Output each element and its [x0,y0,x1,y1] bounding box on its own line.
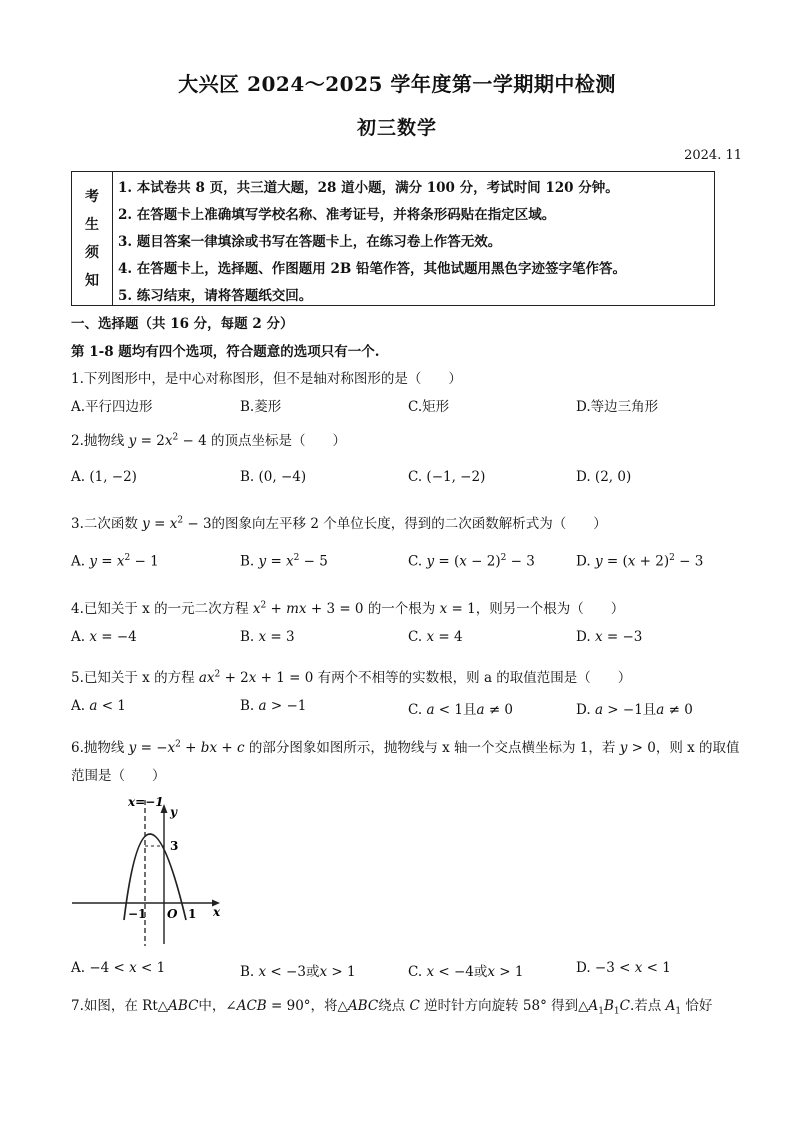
q5-text-post: 有两个不相等的实数根，则 a 的取值范围是（ ） [317,670,632,686]
q7-angle: ∠ACB = 90° [225,998,311,1014]
q3-option-a: A. $y = x^2 - 1$ [71,553,159,570]
q6-option-a: A. −4 < x < 1 [71,960,166,976]
question-4-stem [71,597,624,617]
q2-text-post: 的顶点坐标是（ ） [210,433,346,449]
q2-text-pre: 2.抛物线 [71,433,125,449]
notice-item: 2. 在答题卡上准确填写学校名称、准考证号，并将条形码贴在指定区域。 [118,207,556,223]
q4-option-a: A. x = −4 [71,629,137,645]
q5-text-pre: 5.已知关于 x 的方程 [71,670,195,686]
question-6-stem-line2: 范围是（ ） [71,768,166,784]
q7-text-post: .若点 [630,998,662,1014]
q7-text-mid2: ，将△ [310,998,348,1014]
question-6-stem [71,736,740,756]
label-neg1: −1 [128,907,147,921]
notice-label-char: 生 [85,217,99,233]
question-3-stem [71,512,607,532]
q5-option-d: D. a > −1且a ≠ 0 [576,702,693,718]
q2-option-d: D. (2, 0) [576,469,632,485]
question-7-stem [71,994,712,1017]
q2-option-c: C. (−1, −2) [408,469,486,485]
q7-c: C [405,998,425,1014]
q4-text-mid: 的一个根为 [367,601,436,617]
q1-option-a: A.平行四边形 [71,399,153,415]
label-3: 3 [170,839,179,853]
notice-label-char: 须 [85,245,99,261]
q4-root: x = 1 [435,601,476,617]
q6-text-mid: 的部分图象如图所示，抛物线与 x 轴一个交点横坐标为 1，若 [248,740,616,756]
notice-item: 3. 题目答案一律填涂或书写在答题卡上，在练习卷上作答无效。 [118,234,502,250]
q3-option-b: B. $y = x^2 - 5$ [240,553,328,570]
q7-text-end: 恰好 [685,998,713,1014]
q3-option-c: C. $y = (x - 2)^2 - 3$ [408,553,535,570]
q2-formula: $y = 2x^2 - 4$ [124,432,211,449]
q7-a1: $A_1$ [661,998,682,1017]
q7-text-mid3: 绕点 [378,998,406,1014]
notice-list [118,175,626,310]
q6-or: 或 [305,964,320,980]
q6-text-post: ，则 x 的取值 [655,740,740,756]
q7-text-pre: 7.如图，在 Rt△ [71,998,169,1014]
q3-option-d: D. $y = (x + 2)^2 - 3$ [576,553,704,570]
notice-label-char: 考 [85,189,99,205]
q5-and: 且 [462,702,477,718]
notice-box [71,171,715,306]
q6-option-d: D. −3 < x < 1 [576,960,671,976]
notice-item: 1. 本试卷共 8 页，共三道大题，28 道小题，满分 100 分，考试时间 120 分钟。 [118,180,619,196]
q7-a1b1c: $\triangle A_1B_1C$ [578,998,630,1017]
q5-option-b: B. a > −1 [240,698,307,714]
q2-option-a: A. (1, −2) [71,469,137,485]
page-subtitle: 初三数学 [356,117,437,139]
q5-formula: $ax^2 + 2x + 1 = 0$ [194,669,318,686]
q6-option-b: B. x < −3或x > 1 [240,964,356,980]
q7-text-mid4: 逆时针方向旋转 58° 得到 [424,998,579,1014]
q6-text-pre: 6.抛物线 [71,740,125,756]
q4-text-pre: 4.已知关于 x 的一元二次方程 [71,601,249,617]
q7-text-mid1: 中， [198,998,226,1014]
parabola-graph [66,788,236,950]
question-5-stem [71,666,631,686]
q6-or: 或 [473,964,488,980]
q3-text-post: 的图象向左平移 2 个单位长度，得到的二次函数解析式为（ ） [211,516,607,532]
q4-text-post: ，则另一个根为（ ） [475,601,625,617]
notice-item: 5. 练习结束，请将答题纸交回。 [118,288,313,304]
q6-formula: $y = -x^2$ + bx + c [124,739,249,756]
label-1: 1 [188,907,197,921]
q3-text-pre: 3.二次函数 [71,516,138,532]
q7-abc2: ABC [347,998,379,1014]
notice-label [72,172,113,305]
q6-condition: y > 0 [615,740,656,756]
q4-option-b: B. x = 3 [240,629,295,645]
section-instruction: 第 1-8 题均有四个选项，符合题意的选项只有一个. [71,344,380,360]
q1-option-b: B.菱形 [240,399,282,415]
question-2-stem [71,429,346,449]
q4-option-d: D. x = −3 [576,629,643,645]
q2-option-b: B. (0, −4) [240,469,307,485]
q5-and: 且 [642,702,657,718]
q4-option-c: C. x = 4 [408,629,463,645]
exam-date: 2024. 11 [684,148,742,163]
q1-option-d: D.等边三角形 [576,399,659,415]
label-origin: O [167,907,178,921]
q4-formula: $x^2$ + mx + 3 = 0 [248,600,368,617]
q7-abc: ABC [168,998,199,1014]
section-heading: 一、选择题（共 16 分，每题 2 分） [71,316,294,332]
q6-option-c: C. x < −4或x > 1 [408,964,524,980]
notice-item: 4. 在答题卡上，选择题、作图题用 2B 铅笔作答，其他试题用黑色字迹签字笔作答。 [118,261,626,277]
q3-formula: $y = x^2 - 3$ [137,515,212,532]
label-axis-line: x=−1 [128,795,164,809]
q5-option-c: C. a < 1且a ≠ 0 [408,702,514,718]
q5-option-a: A. a < 1 [71,698,126,714]
label-x: x [213,905,221,919]
label-y: y [170,805,177,819]
notice-label-char: 知 [85,273,99,289]
page-title: 大兴区 2024～2025 学年度第一学期期中检测 [178,72,616,96]
question-1-stem: 1.下列图形中，是中心对称图形，但不是轴对称图形的是（ ） [71,371,462,387]
q1-option-c: C.矩形 [408,399,450,415]
